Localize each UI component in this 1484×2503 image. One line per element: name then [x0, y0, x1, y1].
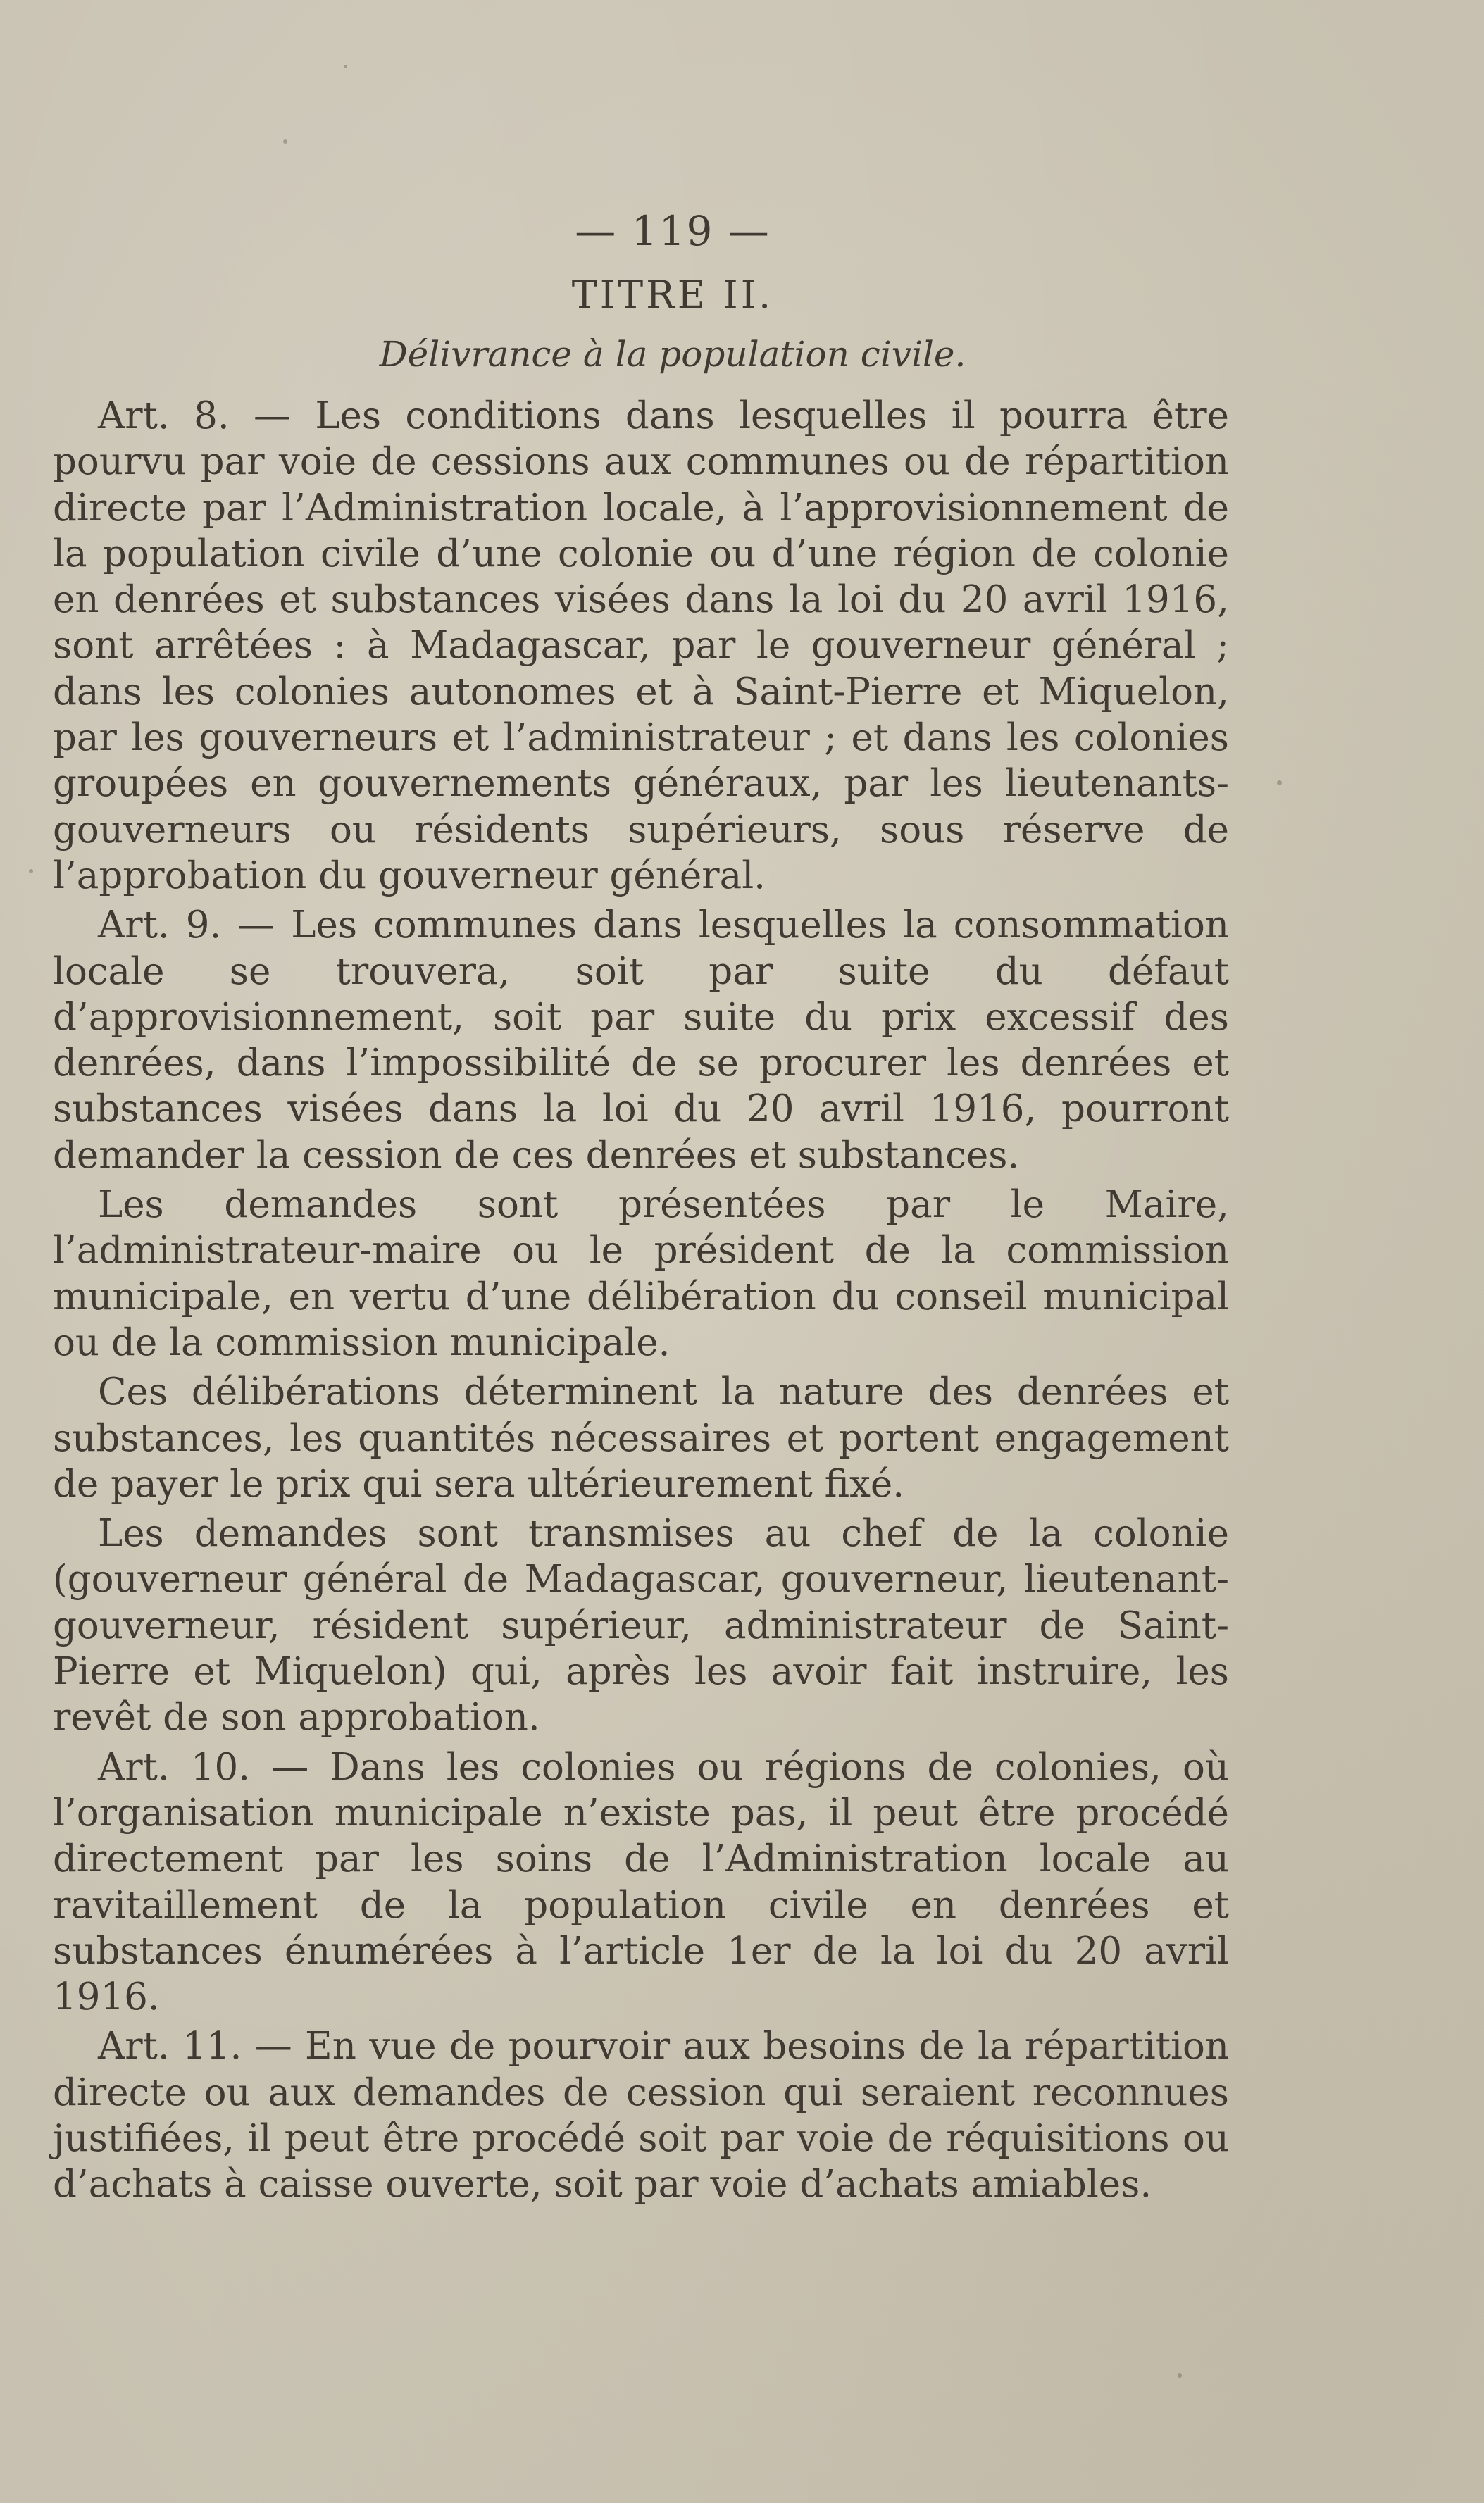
article-10-paragraph: Art. 10. — Dans les colonies ou régions de colonies, où l’organisation municipale n’existe pas, il peut être procédé directement par les soins de l’Administration locale au ravitaillement de la population civile en denrées et substances énumérées à l’article 1er de la loi du 20 avril 1916.: [53, 1745, 1229, 2019]
paper-speck: [1277, 780, 1282, 785]
paper-speck: [29, 869, 33, 873]
paper-speck: [283, 139, 287, 144]
page-number: — 119 —: [575, 207, 771, 255]
article-8-paragraph: Art. 8. — Les conditions dans lesquelles il pourra être pourvu par voie de cessions aux communes ou de répartition directe par l’Administration locale, à l’approvisionnement de la population civile d’une colonie ou d’une région de colonie en denrées et substances visées dans la loi du 20 avril 1916, sont arrêtées : à Madagascar, par le gouverneur général ; dans les colonies autonomes et à Saint-Pierre et Miquelon, par les gouverneurs et l’administrateur ; et dans les colonies groupées en gouvernements généraux, par les lieutenants-gouverneurs ou résidents supérieurs, sous réserve de l’approbation du gouverneur général.: [53, 394, 1229, 897]
demandes-paragraph: Les demandes sont présentées par le Maire, l’administrateur-maire ou le président de la commission municipale, en vertu d’une délibération du conseil municipal ou de la commission municipale.: [53, 1183, 1229, 1364]
article-11-paragraph: Art. 11. — En vue de pourvoir aux besoins de la répartition directe ou aux demandes de cession qui seraient reconnues justifiées, il peut être procédé soit par voie de réquisitions ou d’achats à caisse ouverte, soit par voie d’achats amiables.: [53, 2025, 1229, 2206]
section-subtitle: Délivrance à la population civile.: [379, 334, 966, 375]
transmission-paragraph: Les demandes sont transmises au chef de la colonie (gouverneur général de Madagascar, gouverneur, lieutenant-gouverneur, résident supérieur, administrateur de Saint-Pierre et Miquelon) qui, après les avoir fait instruire, les revêt de son approbation.: [53, 1512, 1229, 1740]
section-title: TITRE II.: [571, 273, 774, 317]
article-9-paragraph: Art. 9. — Les communes dans lesquelles la consommation locale se trouvera, soit par suite du défaut d’approvisionnement, soit par suite du prix excessif des denrées, dans l’impossibilité de se procurer les denrées et substances visées dans la loi du 20 avril 1916, pourront demander la cession de ces denrées et substances.: [53, 904, 1229, 1177]
deliberations-paragraph: Ces délibérations déterminent la nature des denrées et substances, les quantités nécessaires et portent engagement de payer le prix qui sera ultérieurement fixé.: [53, 1371, 1229, 1506]
paper-speck: [344, 65, 347, 68]
document-text: [53, 204, 1229, 2208]
paper-speck: [1178, 2373, 1182, 2378]
